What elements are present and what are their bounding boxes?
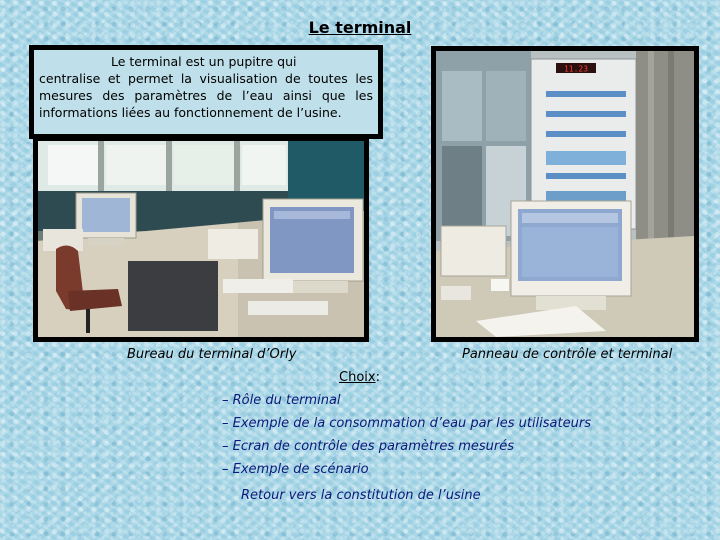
terminal-office-image	[38, 141, 364, 337]
page-title: Le terminal	[308, 18, 412, 37]
menu-item-role-terminal[interactable]: – Rôle du terminal	[222, 393, 341, 408]
choices-menu	[222, 392, 591, 484]
menu-item-scenario[interactable]: – Exemple de scénario	[222, 462, 369, 477]
choices-label: Choix	[339, 370, 376, 385]
intro-paragraph: centralise et permet la visualisation de toutes les mesures des paramètres de l’eau ainsi que les informations liées au fonctionnement de l’usine.	[39, 71, 373, 120]
intro-line-1: Le terminal est un pupitre qui	[111, 54, 297, 69]
menu-item-water-consumption[interactable]: – Exemple de la consommation d’eau par les utilisateurs	[222, 416, 591, 431]
caption-terminal-office: Bureau du terminal d’Orly	[127, 347, 297, 362]
caption-control-panel: Panneau de contrôle et terminal	[462, 347, 673, 362]
menu-item-control-screen[interactable]: – Ecran de contrôle des paramètres mesurés	[222, 439, 515, 454]
photo-terminal-office	[33, 136, 369, 342]
control-panel-image	[436, 51, 694, 337]
choices-colon: :	[375, 370, 380, 385]
panel-display-value: 11.23	[563, 64, 589, 74]
photo-control-panel	[431, 46, 699, 342]
back-link[interactable]: Retour vers la constitution de l’usine	[241, 488, 481, 503]
choices-heading	[339, 370, 380, 385]
intro-text-box	[29, 45, 383, 139]
